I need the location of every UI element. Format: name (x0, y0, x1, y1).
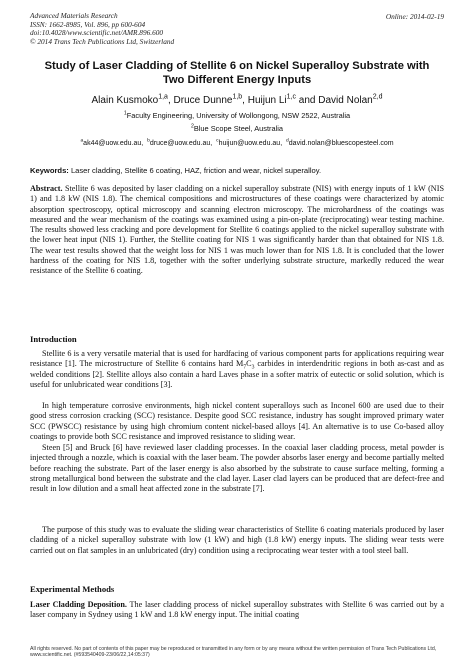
author-affil-mark: 1,a (158, 93, 168, 101)
experimental-heading: Experimental Methods (30, 584, 115, 594)
intro-p1-subscript: 3 (251, 364, 255, 371)
author-separator: , (242, 95, 248, 106)
affiliation (30, 111, 444, 120)
intro-p1-text: C (246, 359, 252, 369)
email-mark: a (80, 138, 84, 144)
author-affil-mark: 2,d (372, 93, 383, 101)
abstract-label: Abstract. (30, 184, 63, 193)
intro-paragraph-4: The purpose of this study was to evaluate the sliding wear characteristics of Stellite 6 coating materials produced by laser cladding of a nickel superalloy substrate with low (1 kW) and high (1.8 kW) energy inputs. The sliding wear tests were carried out on flat samples in an unlubricated (dry) condition using a reciprocating wear tester with a tool steel ball. (30, 525, 444, 555)
author-list (30, 95, 444, 106)
experimental-paragraph (30, 600, 444, 621)
experimental-subheading: Laser Cladding Deposition. (30, 600, 127, 609)
email-link[interactable]: druce@uow.edu.au (149, 140, 211, 147)
journal-name: Advanced Materials Research (30, 11, 118, 20)
journal-issn: ISSN: 1662-8985, Vol. 896, pp 600-604 (30, 19, 146, 29)
author-name: Huijun Li (247, 95, 287, 106)
experimental-text: The laser cladding process of nickel superalloy substrates with Stellite 6 was carried out by a laser company in Sydney using 1 kW and 1.8 kW energy input. The initial coating (30, 600, 444, 620)
affiliation-mark: 1 (123, 110, 127, 117)
abstract-text: Stellite 6 was deposited by laser cladding on a nickel superalloy substrate (NIS) with energy inputs of 1 kW (NIS 1) and 1.8 kW (NIS 1.8). The chemical compositions and microstructures of these coatings were characterized by atomic absorption spectroscopy, optical microscopy and scanning electron microscopy. The microhardness of the coatings was measured and the wear mechanism of the coatings was examined using a pin-on-plate (reciprocating) wear testing machine. The results showed less cracking and pore development for Stellite 6 coatings applied to the nickel superalloy substrate with the lower heat input (NIS 1). Further, the Stellite coating for NIS 1 was significantly harder than that obtained for NIS 1.8. The wear test results showed that the weight loss for NIS 1 was much lower than for NIS 1.8. It is concluded that the lower hardness of the coating for NIS 1.8, together with the softer underlying substrate structure, markedly reduced the wear resistance of the Stellite 6 coating. (30, 184, 444, 275)
keywords (30, 166, 444, 175)
keywords-label: Keywords: (30, 166, 69, 175)
journal-doi: doi:10.4028/www.scientific.net/AMR.896.600 (30, 28, 164, 38)
affiliation-mark: 2 (190, 123, 194, 130)
author-name: Alain Kusmoko (91, 95, 159, 106)
affiliation (30, 124, 444, 133)
author-separator: and (296, 95, 319, 106)
author-affil-mark: 1,b (232, 93, 243, 101)
email-link[interactable]: ak44@uow.edu.au (83, 140, 142, 147)
author-name: Druce Dunne (173, 95, 233, 106)
intro-p1-text: carbides in interdendritic regions in both as-cast and as welded conditions [2]. Stellite alloys also contain a hard Laves phase in a softer matrix of eutectic or solid solution, which is useful for unlubricated wear conditions [3]. (30, 359, 444, 389)
email-link[interactable]: huijun@uow.edu.au (218, 140, 281, 147)
intro-paragraph-2: In high temperature corrosive environments, high nickel content superalloys such as Inconel 600 are used due to their good stress corrosion cracking (SCC) resistance. Despite good SCC resistance, industry has sought improved primary water SCC (PWSCC) resistance by using high chromium content nickel-based alloys [4]. An alternative is to use Co-based alloy coatings to provide both SCC resistance and improved resistance to sliding wear. (30, 401, 444, 441)
keywords-text: Laser cladding, Stellite 6 coating, HAZ, friction and wear, nickel superalloy. (68, 166, 322, 175)
affiliation-text: Blue Scope Steel, Australia (193, 124, 284, 133)
rights-footer: All rights reserved. No part of contents of this paper may be reproduced or transmitted in any form or by any means without the written permission of Trans Tech Publications Ltd, www.scientific.net. (#593540409-23/06/22,14:05:37) (30, 646, 437, 659)
author-separator: , (167, 95, 174, 106)
intro-p1-text: Stellite 6 is a very versatile material that is used for hardfacing of various component parts for applications requiring wear resistance [1]. The microstructure of Stellite 6 contains hard M (30, 349, 444, 369)
title-line-2: Two Different Energy Inputs (162, 73, 312, 86)
abstract (30, 184, 444, 276)
affiliation-text: Faculty Engineering, University of Wollongong, NSW 2522, Australia (126, 111, 351, 120)
email-mark: b (147, 138, 150, 144)
intro-paragraph-1 (30, 349, 444, 390)
intro-paragraph-3: Steen [5] and Bruck [6] have reviewed laser cladding processes. In the coaxial laser cladding process, metal powder is injected through a nozzle, which is coaxial with the laser beam. The powder absorbs laser energy and become partially melted before reaching the substrate. Part of the laser energy is also absorbed by the substrate to cause surface melting, forming a strong metallurgical bond between the substrate and the clad layer. Laser clad layers can be produced that are defect-free and result in low dilution and a small heat affected zone in the substrate [7]. (30, 443, 444, 493)
author-name: David Nolan (318, 95, 373, 106)
email-mark: d (286, 138, 289, 144)
introduction-heading: Introduction (30, 334, 77, 344)
author-emails: $^a$ak44@uow.edu.au, $^b$druce@uow.edu.au, $^c$huijun@uow.edu.au, $^d$david.nolan@bluescopesteel.com (80, 138, 394, 147)
paper-title (30, 60, 444, 87)
journal-header (30, 12, 174, 46)
author-affil-mark: 1,c (286, 93, 296, 101)
email-link[interactable]: david.nolan@bluescopesteel.com (288, 140, 394, 147)
journal-copyright: © 2014 Trans Tech Publications Ltd, Switzerland (30, 36, 175, 46)
intro-p1-subscript: 7 (243, 364, 247, 371)
title-line-1: Study of Laser Cladding of Stellite 6 on Nickel Superalloy Substrate with (44, 60, 430, 72)
email-mark: c (216, 138, 219, 144)
online-date: Online: 2014-02-19 (385, 12, 444, 21)
